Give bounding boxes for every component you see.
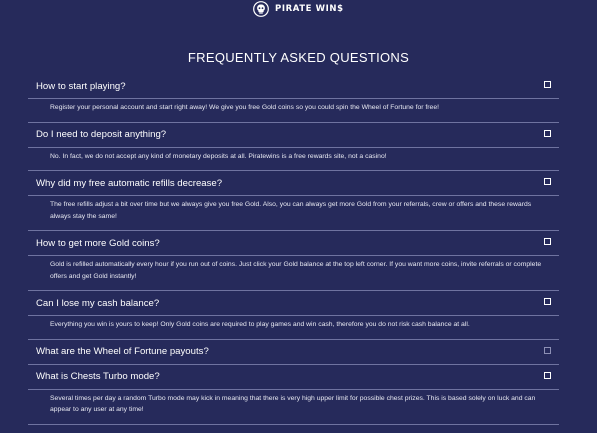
faq-item [28, 340, 559, 365]
expand-toggle-icon[interactable] [544, 347, 551, 354]
faq-question-text: How to get more Gold coins? [36, 237, 160, 249]
faq-answer: The free refills adjust a bit over time but we always give you free Gold. Also, you can always get more Gold from your referrals, crew or offers and these rewards always stay the same! [28, 195, 559, 230]
faq-answer: Everything you win is yours to keep! Only Gold coins are required to play games and win cash, therefore you do not risk cash balance at all. [28, 315, 559, 339]
collapse-toggle-icon[interactable] [544, 81, 551, 88]
skull-icon [253, 1, 269, 17]
faq-question-text: How to start playing? [36, 80, 126, 92]
collapse-toggle-icon[interactable] [544, 372, 551, 379]
faq-answer: Several times per day a random Turbo mode may kick in meaning that there is very high upper limit for possible chest prizes. This is based solely on luck and can appear to any user at any time! [28, 389, 559, 424]
faq-answer: Gold is refilled automatically every hour if you run out of coins. Just click your Gold balance at the top left corner. If you want more coins, invite referrals or complete offers and get Gold instantly! [28, 255, 559, 290]
faq-question-text: Why did my free automatic refills decrease? [36, 177, 223, 189]
collapse-toggle-icon[interactable] [544, 238, 551, 245]
collapse-toggle-icon[interactable] [544, 130, 551, 137]
faq-list [28, 74, 559, 425]
brand-name: PIRATE WIN$ [275, 4, 344, 14]
faq-item [28, 123, 559, 172]
faq-answer: No. In fact, we do not accept any kind of monetary deposits at all. Piratewins is a free rewards site, not a casino! [28, 147, 559, 171]
faq-question-text: What is Chests Turbo mode? [36, 371, 160, 382]
faq-item [28, 171, 559, 231]
faq-question[interactable] [28, 171, 559, 195]
faq-question[interactable] [28, 231, 559, 255]
faq-item [28, 291, 559, 340]
faq-question-text: Can I lose my cash balance? [36, 297, 160, 309]
faq-question[interactable] [28, 340, 559, 364]
faq-question[interactable] [28, 74, 559, 98]
faq-question-text: What are the Wheel of Fortune payouts? [36, 346, 209, 357]
faq-question[interactable] [28, 365, 559, 389]
faq-item [28, 365, 559, 425]
collapse-toggle-icon[interactable] [544, 298, 551, 305]
faq-question[interactable] [28, 123, 559, 147]
faq-item [28, 74, 559, 123]
faq-item [28, 231, 559, 291]
page-title: FREQUENTLY ASKED QUESTIONS [187, 50, 410, 65]
faq-question[interactable] [28, 291, 559, 315]
faq-answer: Register your personal account and start right away! We give you free Gold coins so you could spin the Wheel of Fortune for free! [28, 98, 559, 122]
collapse-toggle-icon[interactable] [544, 178, 551, 185]
faq-question-text: Do I need to deposit anything? [36, 129, 167, 140]
brand-logo[interactable] [253, 0, 344, 18]
